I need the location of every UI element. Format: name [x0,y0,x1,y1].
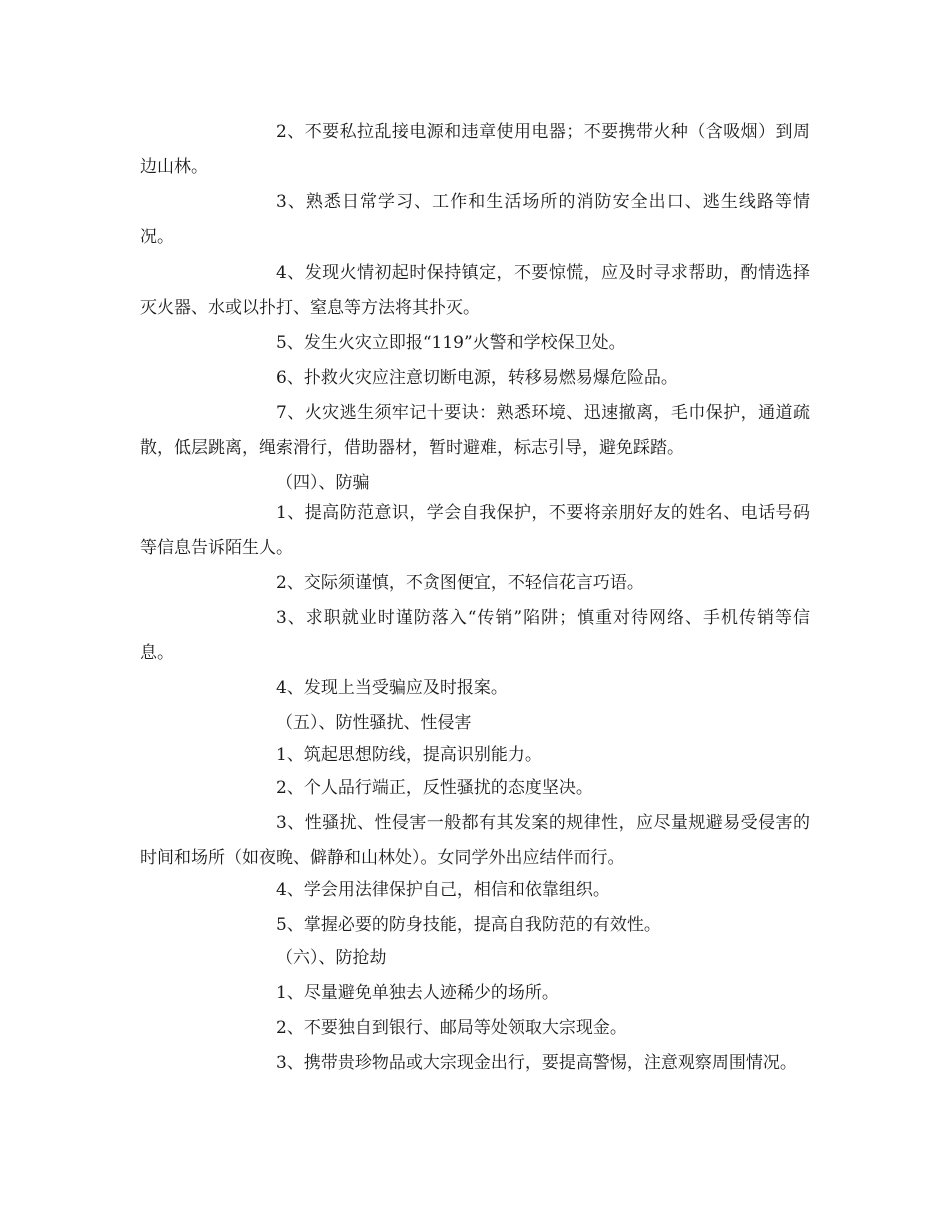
section-heading-harassment: （五）、防性骚扰、性侵害 [276,713,472,733]
paragraph-fire-7: 7、火灾逃生须牢记十要诀：熟悉环境、迅速撤离，毛巾保护，通道疏散，低层跳离，绳索滑行，借助器材，暂时避难，标志引导，避免踩踏。 [140,403,810,458]
paragraph-robbery-2: 2、不要独自到银行、邮局等处领取大宗现金。 [276,1018,627,1038]
paragraph-fraud-3: 3、求职就业时谨防落入“传销”陷阱；慎重对待网络、手机传销等信息。 [140,608,810,663]
paragraph-fire-2: 2、不要私拉乱接电源和违章使用电器；不要携带火种（含吸烟）到周边山林。 [140,122,810,177]
paragraph-fire-3: 3、熟悉日常学习、工作和生活场所的消防安全出口、逃生线路等情况。 [140,192,810,247]
paragraph-robbery-3: 3、携带贵珍物品或大宗现金出行，要提高警惕，注意观察周围情况。 [276,1053,797,1073]
section-heading-robbery: （六）、防抢劫 [276,948,387,968]
paragraph-fire-5: 5、发生火灾立即报“119”火警和学校保卫处。 [276,333,626,353]
paragraph-harassment-5: 5、掌握必要的防身技能，提高自我防范的有效性。 [276,915,661,935]
paragraph-harassment-2: 2、个人品行端正，反性骚扰的态度坚决。 [276,778,593,798]
paragraph-fraud-2: 2、交际须谨慎，不贪图便宜，不轻信花言巧语。 [276,573,644,593]
paragraph-fire-4: 4、发现火情初起时保持镇定，不要惊慌，应及时寻求帮助，酌情选择灭火器、水或以扑打、窒息等方法将其扑灭。 [140,263,810,318]
section-heading-fraud: （四）、防骗 [276,473,370,493]
paragraph-robbery-1: 1、尽量避免单独去人迹稀少的场所。 [276,983,559,1003]
paragraph-harassment-4: 4、学会用法律保护自己，相信和依靠组织。 [276,880,610,900]
paragraph-harassment-3: 3、性骚扰、性侵害一般都有其发案的规律性，应尽量规避易受侵害的时间和场所（如夜晚、僻静和山林处）。女同学外出应结伴而行。 [140,813,810,868]
paragraph-fraud-1: 1、提高防范意识，学会自我保护，不要将亲朋好友的姓名、电话号码等信息告诉陌生人。 [140,503,810,558]
paragraph-fire-6: 6、扑救火灾应注意切断电源，转移易燃易爆危险品。 [276,368,678,388]
paragraph-fraud-4: 4、发现上当受骗应及时报案。 [276,678,508,698]
paragraph-harassment-1: 1、筑起思想防线，提高识别能力。 [276,745,542,765]
